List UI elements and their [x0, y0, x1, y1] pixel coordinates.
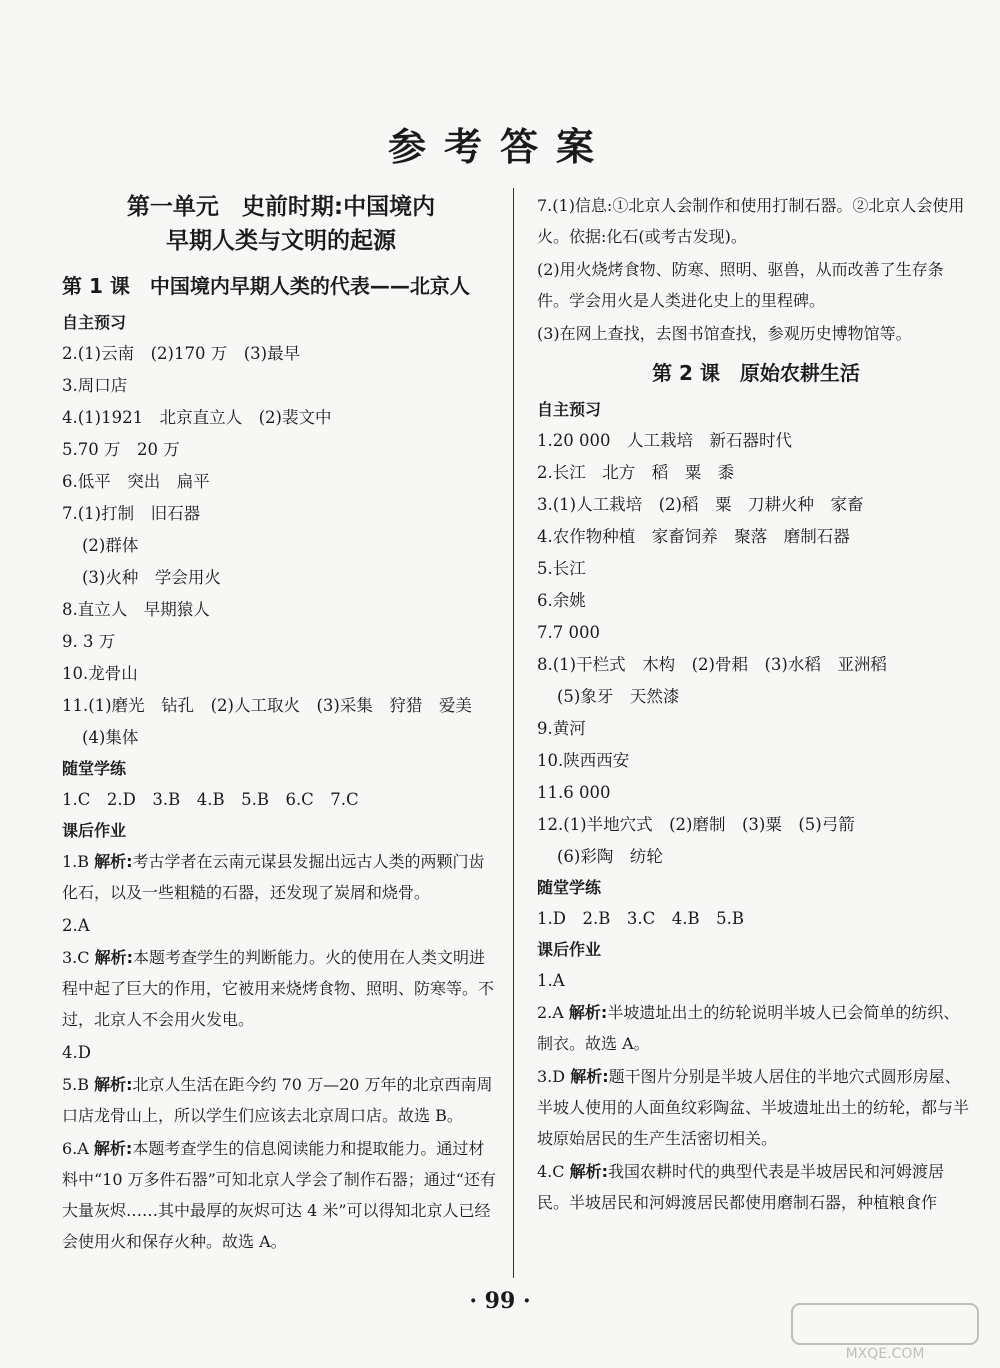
answer-number: 4.C — [537, 1162, 565, 1181]
answer-line: 3.周口店 — [62, 376, 128, 395]
answer-line: 4.农作物种植 家畜饲养 聚落 磨制石器 — [537, 527, 850, 546]
answer-line: 9. 3 万 — [62, 632, 116, 651]
section-class-practice: 随堂学练 — [62, 759, 127, 778]
answer-line: (3)火种 学会用火 — [82, 568, 221, 587]
answer-line: (4)集体 — [82, 728, 139, 747]
answer-number: 3.D — [537, 1067, 566, 1086]
analysis-text: 题干图片分别是半坡人居住的半地穴式圆形房屋、半坡人使用的人面鱼纹彩陶盆、半坡遗址出土的纺轮，都与半坡原始居民的生产生活密切相关。 — [537, 1067, 970, 1148]
analysis-text: 本题考查学生的信息阅读能力和提取能力。通过材料中“10 万多件石器”可知北京人学会了制作石器；通过“还有大量灰烬……其中最厚的灰烬可达 4 米”可以得知北京人已经会使用火和保存火种。故选 A。 — [62, 1139, 496, 1251]
analysis-label: 解析: — [94, 948, 134, 967]
answer-explanation — [62, 846, 500, 908]
section-class-practice: 随堂学练 — [537, 878, 602, 897]
answer-line: 8.(1)干栏式 木构 (2)骨耜 (3)水稻 亚洲稻 — [537, 655, 887, 674]
section-homework: 课后作业 — [537, 940, 602, 959]
answer-number: 6.A — [62, 1139, 89, 1158]
analysis-label: 解析: — [570, 1067, 609, 1086]
unit-title-line-2: 早期人类与文明的起源 — [166, 228, 396, 254]
answer-line: 8.直立人 早期猿人 — [62, 600, 210, 619]
answer-number: 3.C — [62, 948, 90, 967]
unit-title-line-1: 第一单元 史前时期:中国境内 — [126, 194, 436, 220]
answer-explanation — [537, 997, 975, 1059]
answer-paragraph: (3)在网上查找，去图书馆查找，参观历史博物馆等。 — [537, 324, 912, 343]
left-column — [62, 190, 500, 1259]
answer-paragraph: 7.(1)信息:①北京人会制作和使用打制石器。②北京人会使用火。依据:化石(或考古发现)。 — [537, 196, 965, 246]
watermark-text: MXQE.COM — [845, 1346, 925, 1362]
answer-line: 1.C 2.D 3.B 4.B 5.B 6.C 7.C — [62, 790, 359, 809]
answer-line: 5.70 万 20 万 — [62, 440, 180, 459]
answer-line: (5)象牙 天然漆 — [557, 687, 680, 706]
answer-explanation — [62, 1133, 500, 1257]
right-column — [537, 190, 975, 1220]
analysis-text: 考古学者在云南元谋县发掘出远古人类的两颗门齿化石，以及一些粗糙的石器，还发现了炭屑和烧骨。 — [62, 852, 485, 902]
answer-line: 2.(1)云南 (2)170 万 (3)最早 — [62, 344, 301, 363]
answer-line: 9.黄河 — [537, 719, 586, 738]
lesson-2-title: 第 2 课 原始农耕生活 — [652, 361, 860, 385]
answer-explanation — [537, 1061, 975, 1154]
lesson-1-title: 第 1 课 中国境内早期人类的代表——北京人 — [62, 274, 470, 298]
answer-line: 1.20 000 人工栽培 新石器时代 — [537, 431, 792, 450]
analysis-text: 我国农耕时代的典型代表是半坡居民和河姆渡居民。半坡居民和河姆渡居民都使用磨制石器，种植粮食作 — [537, 1162, 945, 1212]
answer-line: 1.D 2.B 3.C 4.B 5.B — [537, 909, 744, 928]
answer-number: 2.A — [537, 1003, 564, 1022]
analysis-label: 解析: — [94, 852, 133, 871]
column-divider — [513, 188, 514, 1278]
answer-line: 2.长江 北方 稻 粟 黍 — [537, 463, 735, 482]
analysis-text: 本题考查学生的判断能力。火的使用在人类文明进程中起了巨大的作用，它被用来烧烤食物、照明、防寒等。不过，北京人不会用火发电。 — [62, 948, 495, 1029]
answer-line: 11.(1)磨光 钻孔 (2)人工取火 (3)采集 狩猎 爱美 — [62, 696, 472, 715]
answer-line: 4.(1)1921 北京直立人 (2)裴文中 — [62, 408, 332, 427]
answer-line: 11.6 000 — [537, 783, 611, 802]
analysis-text: 北京人生活在距今约 70 万—20 万年的北京西南周口店龙骨山上，所以学生们应该去北京周口店。故选 B。 — [62, 1075, 493, 1125]
answer-line: 12.(1)半地穴式 (2)磨制 (3)粟 (5)弓箭 — [537, 815, 855, 834]
answer-line: 1.A — [537, 971, 565, 990]
answer-explanation — [62, 942, 500, 1035]
answer-line: 2.A — [62, 916, 90, 935]
analysis-label: 解析: — [568, 1003, 608, 1022]
answer-line: (2)群体 — [82, 536, 139, 555]
answer-line: (6)彩陶 纺轮 — [557, 847, 663, 866]
answer-line: 4.D — [62, 1043, 91, 1062]
analysis-label: 解析: — [569, 1162, 609, 1181]
page-number: · 99 · — [469, 1288, 531, 1314]
answer-line: 6.低平 突出 扁平 — [62, 472, 210, 491]
answer-line: 6.余姚 — [537, 591, 586, 610]
answer-line: 7.(1)打制 旧石器 — [62, 504, 201, 523]
answer-line: 10.陕西西安 — [537, 751, 630, 770]
section-self-study: 自主预习 — [537, 400, 602, 419]
answer-line: 10.龙骨山 — [62, 664, 138, 683]
watermark-logo — [790, 1302, 980, 1362]
page-title: 参考答案 — [387, 125, 612, 169]
unit-title — [62, 190, 500, 258]
answer-number: 1.B — [62, 852, 90, 871]
answer-explanation — [537, 1156, 975, 1218]
answer-line: 5.长江 — [537, 559, 586, 578]
answer-line: 3.(1)人工栽培 (2)稻 粟 刀耕火种 家畜 — [537, 495, 864, 514]
analysis-label: 解析: — [93, 1139, 133, 1158]
answer-number: 5.B — [62, 1075, 90, 1094]
section-homework: 课后作业 — [62, 821, 127, 840]
section-self-study: 自主预习 — [62, 313, 127, 332]
analysis-text: 半坡遗址出土的纺轮说明半坡人已会简单的纺织、制衣。故选 A。 — [537, 1003, 960, 1053]
answer-paragraph: (2)用火烧烤食物、防寒、照明、驱兽，从而改善了生存条件。学会用火是人类进化史上的里程碑。 — [537, 260, 944, 310]
answer-line: 7.7 000 — [537, 623, 600, 642]
answer-explanation — [62, 1069, 500, 1131]
analysis-label: 解析: — [94, 1075, 133, 1094]
